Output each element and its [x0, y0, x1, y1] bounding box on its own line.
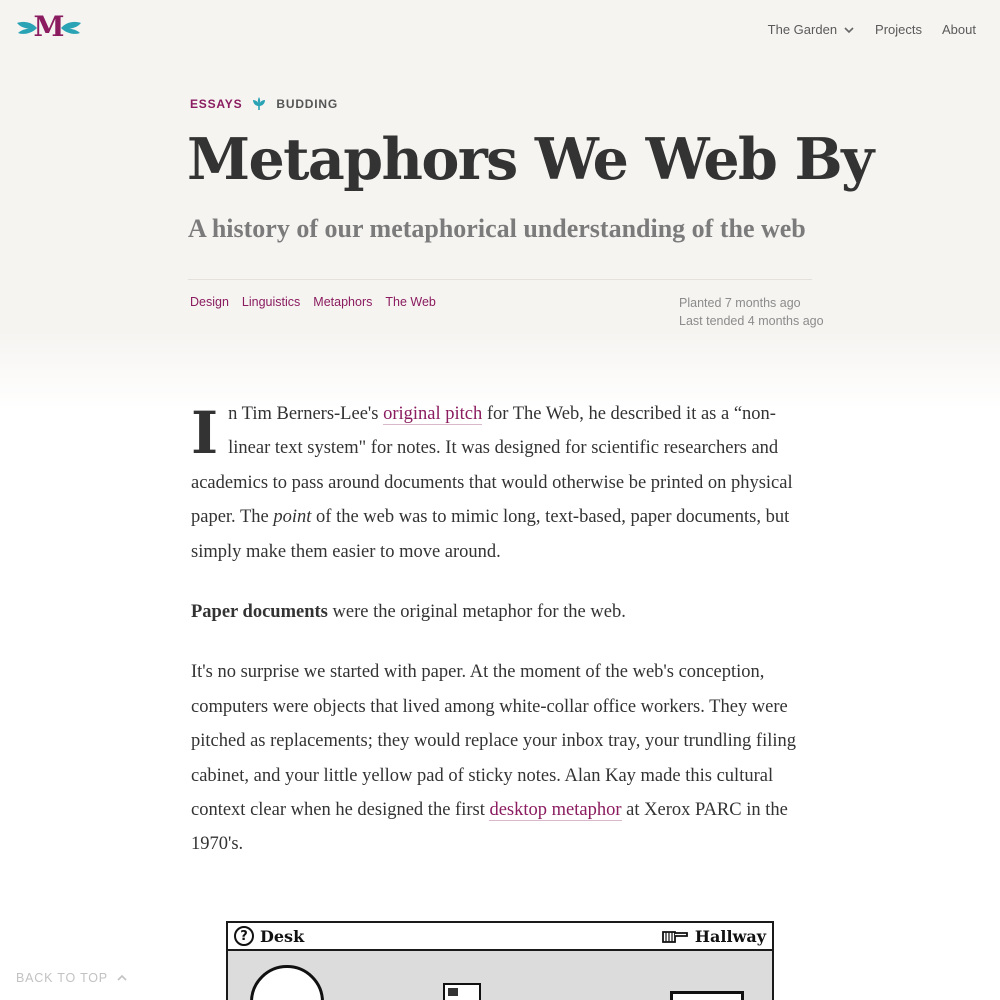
header-divider	[188, 279, 812, 280]
tag-the-web[interactable]: The Web	[385, 295, 436, 309]
drop-cap: I	[191, 399, 219, 467]
illustration-right	[661, 927, 766, 946]
text: n Tim Berners-Lee's	[228, 404, 384, 424]
desktop-metaphor-link[interactable]: desktop metaphor	[489, 800, 622, 821]
tag-linguistics[interactable]: Linguistics	[241, 295, 301, 309]
category-link[interactable]: ESSAYS	[190, 97, 243, 111]
emphasis: point	[273, 507, 312, 528]
nav-the-garden[interactable]	[768, 22, 855, 37]
chevron-up-icon	[116, 972, 128, 984]
page-title: Metaphors We Web By	[187, 126, 873, 193]
nav-projects[interactable]	[875, 22, 922, 37]
chevron-down-icon	[843, 24, 855, 36]
tag-design[interactable]: Design	[190, 295, 229, 309]
back-to-top-label: BACK TO TOP	[16, 971, 108, 985]
paragraph	[191, 655, 811, 861]
document-icon	[443, 983, 481, 1000]
nav-projects-label: Projects	[875, 22, 923, 37]
page-subtitle: A history of our metaphorical understanding of the web	[188, 214, 806, 243]
leaf-icon	[16, 20, 38, 36]
text: of the web was to mimic long, text-based, paper documents, but simply make them easier to move around.	[191, 507, 790, 562]
clock-icon	[250, 965, 324, 1000]
paragraph	[191, 397, 811, 569]
tray-icon	[670, 991, 744, 1000]
question-icon: ?	[234, 926, 254, 946]
nav-the-garden-label: The Garden	[767, 22, 838, 37]
tag-list	[190, 295, 436, 309]
tag-metaphors[interactable]: Metaphors	[313, 295, 373, 309]
desktop-illustration	[226, 921, 774, 1000]
nav-about[interactable]	[942, 22, 976, 37]
paragraph	[191, 595, 811, 629]
growth-stage-label: BUDDING	[276, 97, 338, 111]
text: were the original metaphor for the web.	[327, 602, 626, 623]
post-dates	[679, 294, 824, 330]
back-to-top-button[interactable]	[16, 971, 128, 985]
illustration-left	[234, 926, 304, 946]
original-pitch-link[interactable]: original pitch	[383, 404, 483, 424]
tended-date: Last tended 4 months ago	[679, 314, 824, 328]
article-body	[191, 397, 811, 862]
leaf-icon	[60, 20, 82, 36]
text: at Xerox PARC in the 1970's.	[191, 800, 788, 855]
strong-text: Paper documents	[191, 602, 328, 623]
desk-label: Desk	[260, 926, 305, 946]
planted-date: Planted 7 months ago	[679, 296, 801, 310]
main-nav	[768, 22, 976, 37]
text: for The Web, he described it as a “non-linear text system" for notes. It was designed for scientific researchers and academics to pass around documents that would otherwise be printed on physical paper. The	[191, 404, 793, 528]
post-meta-crumbs	[190, 97, 338, 111]
sprout-icon	[252, 97, 266, 111]
illustration-title-bar	[228, 923, 772, 951]
site-logo[interactable]	[16, 12, 82, 42]
logo-letter: M	[33, 10, 65, 43]
text: It's no surprise we started with paper. At the moment of the web's conception, computers were objects that lived among white-collar office workers. They were pitched as replacements; they would replace your inbox tray, your trundling filing cabinet, and your little yellow pad of sticky notes. Alan Kay made this cultural context clear when he designed the first	[191, 662, 797, 821]
pointing-hand-icon	[661, 928, 689, 944]
nav-about-label: About	[942, 22, 976, 37]
hallway-label: Hallway	[694, 926, 766, 946]
